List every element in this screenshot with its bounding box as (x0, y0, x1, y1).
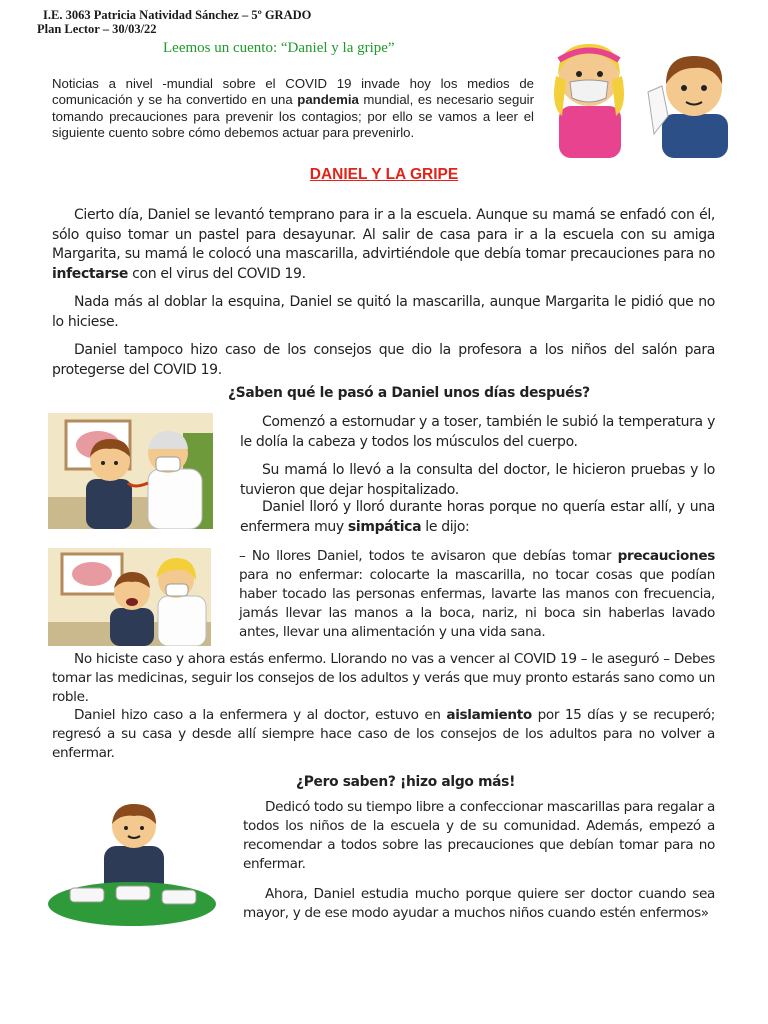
story-paragraph-10: Dedicó todo su tiempo libre a confeccionar mascarillas para regalar a todos los niños de la escuela y de su comunidad. Además, empezó a recomendar a todos sobre las precauciones que debían tomar para no enfermar. (243, 799, 715, 872)
story-title: DANIEL Y LA GRIPE (309, 166, 459, 183)
making-masks-illustration (46, 796, 217, 926)
plan-lector-date: Plan Lector – 30/03/22 (37, 22, 157, 36)
story-paragraph-4: Comenzó a estornudar y a toser, también le subió la temperatura y le dolía la cabeza y todos los músculos del cuerpo. (240, 414, 715, 450)
story-paragraph-3: Daniel tampoco hizo caso de los consejos que dio la profesora a los niños del salón para protegerse del COVID 19. (52, 342, 715, 378)
story-paragraph-2: Nada más al doblar la esquina, Daniel se quitó la mascarilla, aunque Margarita le pidió que no lo hiciese. (52, 294, 715, 330)
story-paragraph-11: Ahora, Daniel estudia mucho porque quiere ser doctor cuando sea mayor, y de ese modo ayudar a muchos niños cuando estén enfermos» (243, 886, 715, 921)
doctor-exam-illustration (48, 413, 213, 529)
masked-children-illustration (544, 36, 734, 158)
activity-title: Leemos un cuento: “Daniel y la gripe” (163, 40, 395, 56)
story-paragraph-6: Daniel lloró y lloró durante horas porque no quería estar allí, y una enfermera muy simpática le dijo: (240, 499, 715, 535)
story-paragraph-9: Daniel hizo caso a la enfermera y al doctor, estuvo en aislamiento por 15 días y se recuperó; regresó a su casa y desde allí siempre hace caso de los consejos de los adultos para no volver a enfermar. (52, 707, 715, 761)
story-paragraph-5: Su mamá lo llevó a la consulta del doctor, le hicieron pruebas y lo tuvieron que dejar hospitalizado. (240, 462, 715, 498)
intro-paragraph: Noticias a nivel -mundial sobre el COVID 19 invade hoy los medios de comunicación y se ha convertido en una pandemia mundial, es necesario seguir tomando precauciones para prevenir los contagios; por ello se vamos a leer el siguiente cuento sobre cómo debemos actuar para prevenirlo. (52, 76, 534, 141)
story-paragraph-8: No hiciste caso y ahora estás enfermo. Llorando no vas a vencer al COVID 19 – le aseguró – Debes tomar las medicinas, seguir los consejos de los adultos y verás que muy pronto estarás sano como un roble. (52, 651, 715, 705)
question-heading-1: ¿Saben qué le pasó a Daniel unos días después? (228, 385, 590, 401)
nurse-illustration (48, 548, 211, 646)
school-header: I.E. 3063 Patricia Natividad Sánchez – 5º GRADO (43, 8, 312, 22)
story-paragraph-1: Cierto día, Daniel se levantó temprano para ir a la escuela. Aunque su mamá se enfadó con él, sólo quiso tomar un pastel para desayunar. Al salir de casa para ir a la escuela con su amiga Margarita, su mamá le colocó una mascarilla, advirtiéndole que debía tomar precauciones para no infectarse con el virus del COVID 19. (52, 207, 715, 282)
question-heading-2: ¿Pero saben? ¡hizo algo más! (296, 774, 516, 790)
story-paragraph-7: – No llores Daniel, todos te avisaron que debías tomar precauciones para no enfermar: colocarte la mascarilla, no tocar cosas que podían haber tocado las personas enfermas, lavarte las manos con frecuencia, jamás llevar las manos a la boca, nariz, ni boca sin haberlas lavado antes, llevar una alimentación y una vida sana. (239, 548, 715, 640)
